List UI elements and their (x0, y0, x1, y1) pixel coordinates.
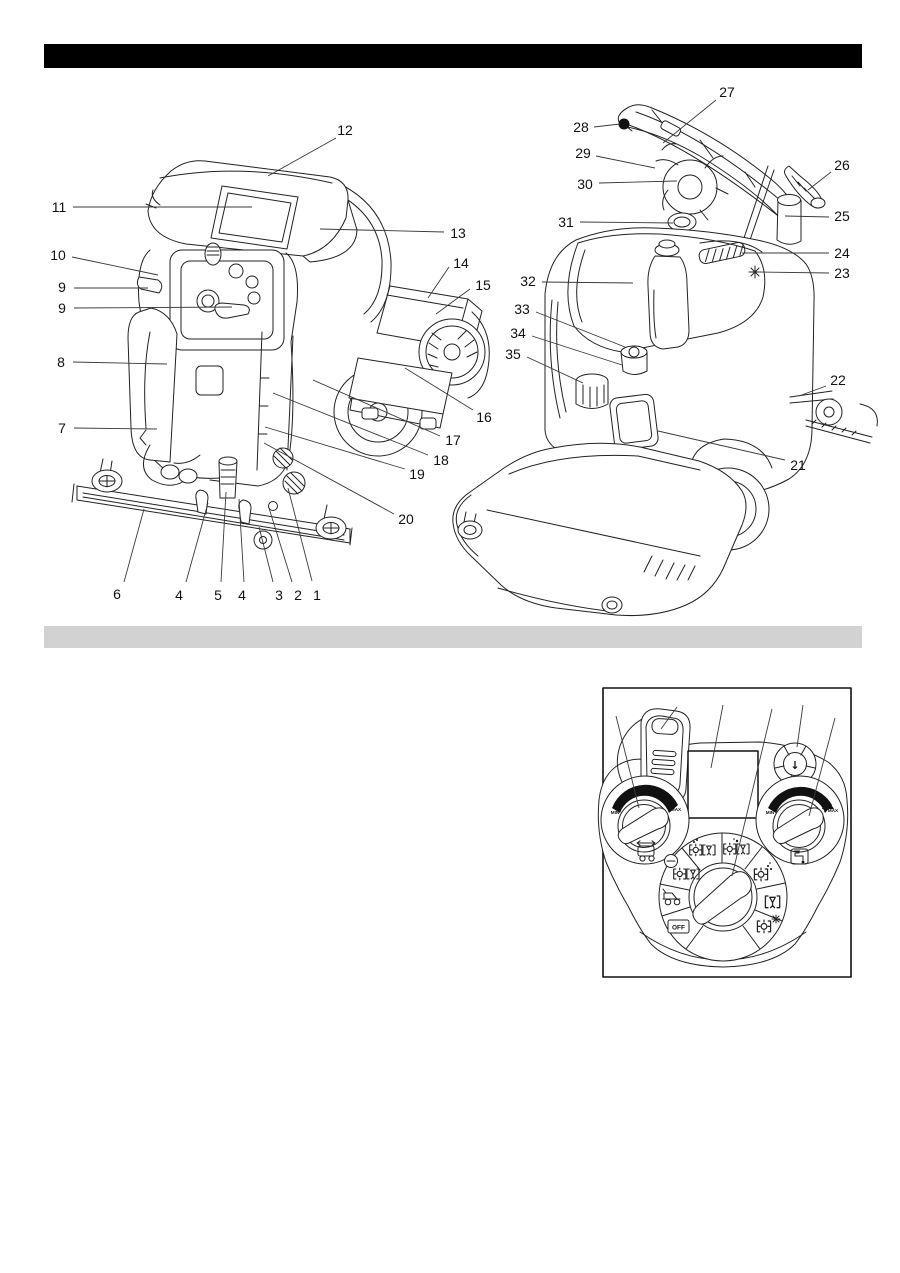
callout-19: 19 (409, 466, 425, 482)
callout-29: 29 (575, 145, 591, 161)
speed-max-label: MAX (670, 807, 682, 812)
callout-11: 11 (51, 199, 67, 215)
callout-4: 4 (175, 587, 183, 603)
callout-13: 13 (450, 225, 466, 241)
callout-24: 24 (834, 245, 850, 261)
off-position (668, 920, 689, 933)
callout-5: 5 (214, 587, 222, 603)
leader-line (221, 492, 226, 582)
callout-9: 9 (58, 279, 66, 295)
speed-knob (601, 776, 689, 864)
callout-6: 6 (113, 586, 121, 602)
callout-9: 9 (58, 300, 66, 316)
speed-min-label: MIN (610, 810, 620, 815)
leader-line (580, 222, 673, 223)
squeegee-arrow-icon: ↓ (790, 759, 800, 772)
control-panel-figure (598, 688, 851, 977)
callout-33: 33 (514, 301, 530, 317)
callout-25: 25 (834, 208, 850, 224)
callout-17: 17 (445, 432, 461, 448)
water-max-label: MAX (827, 808, 839, 813)
eco-mode-icon (665, 855, 678, 868)
callout-35: 35 (505, 346, 521, 362)
display-screen (688, 751, 758, 818)
callout-32: 32 (520, 273, 536, 289)
callout-2: 2 (294, 587, 302, 603)
water-min-label: MIN (765, 810, 775, 815)
callout-8: 8 (57, 354, 65, 370)
callout-28: 28 (573, 119, 589, 135)
left-machine-drawing (72, 161, 489, 549)
leader-line (594, 124, 620, 127)
leader-line (808, 172, 831, 190)
callout-14: 14 (453, 255, 469, 271)
callout-30: 30 (577, 176, 593, 192)
leader-line (72, 257, 158, 275)
leader-line (428, 267, 449, 298)
callout-1: 1 (313, 587, 321, 603)
off-label: OFF (672, 924, 685, 932)
callout-34: 34 (510, 325, 526, 341)
callout-20: 20 (398, 511, 414, 527)
leader-line (596, 156, 655, 168)
program-selector-dial (659, 833, 787, 961)
callout-26: 26 (834, 157, 850, 173)
callout-15: 15 (475, 277, 491, 293)
callout-22: 22 (830, 372, 846, 388)
callout-16: 16 (476, 409, 492, 425)
callout-23: 23 (834, 265, 850, 281)
callout-27: 27 (719, 84, 735, 100)
callout-21: 21 (790, 457, 806, 473)
callout-12: 12 (337, 122, 353, 138)
leader-line (124, 509, 144, 582)
callout-7: 7 (58, 420, 66, 436)
callout-10: 10 (50, 247, 66, 263)
callout-18: 18 (433, 452, 449, 468)
callout-3: 3 (275, 587, 283, 603)
water-quantity-knob (756, 776, 844, 864)
leader-line (268, 138, 336, 176)
callout-4: 4 (238, 587, 246, 603)
callout-31: 31 (558, 214, 574, 230)
